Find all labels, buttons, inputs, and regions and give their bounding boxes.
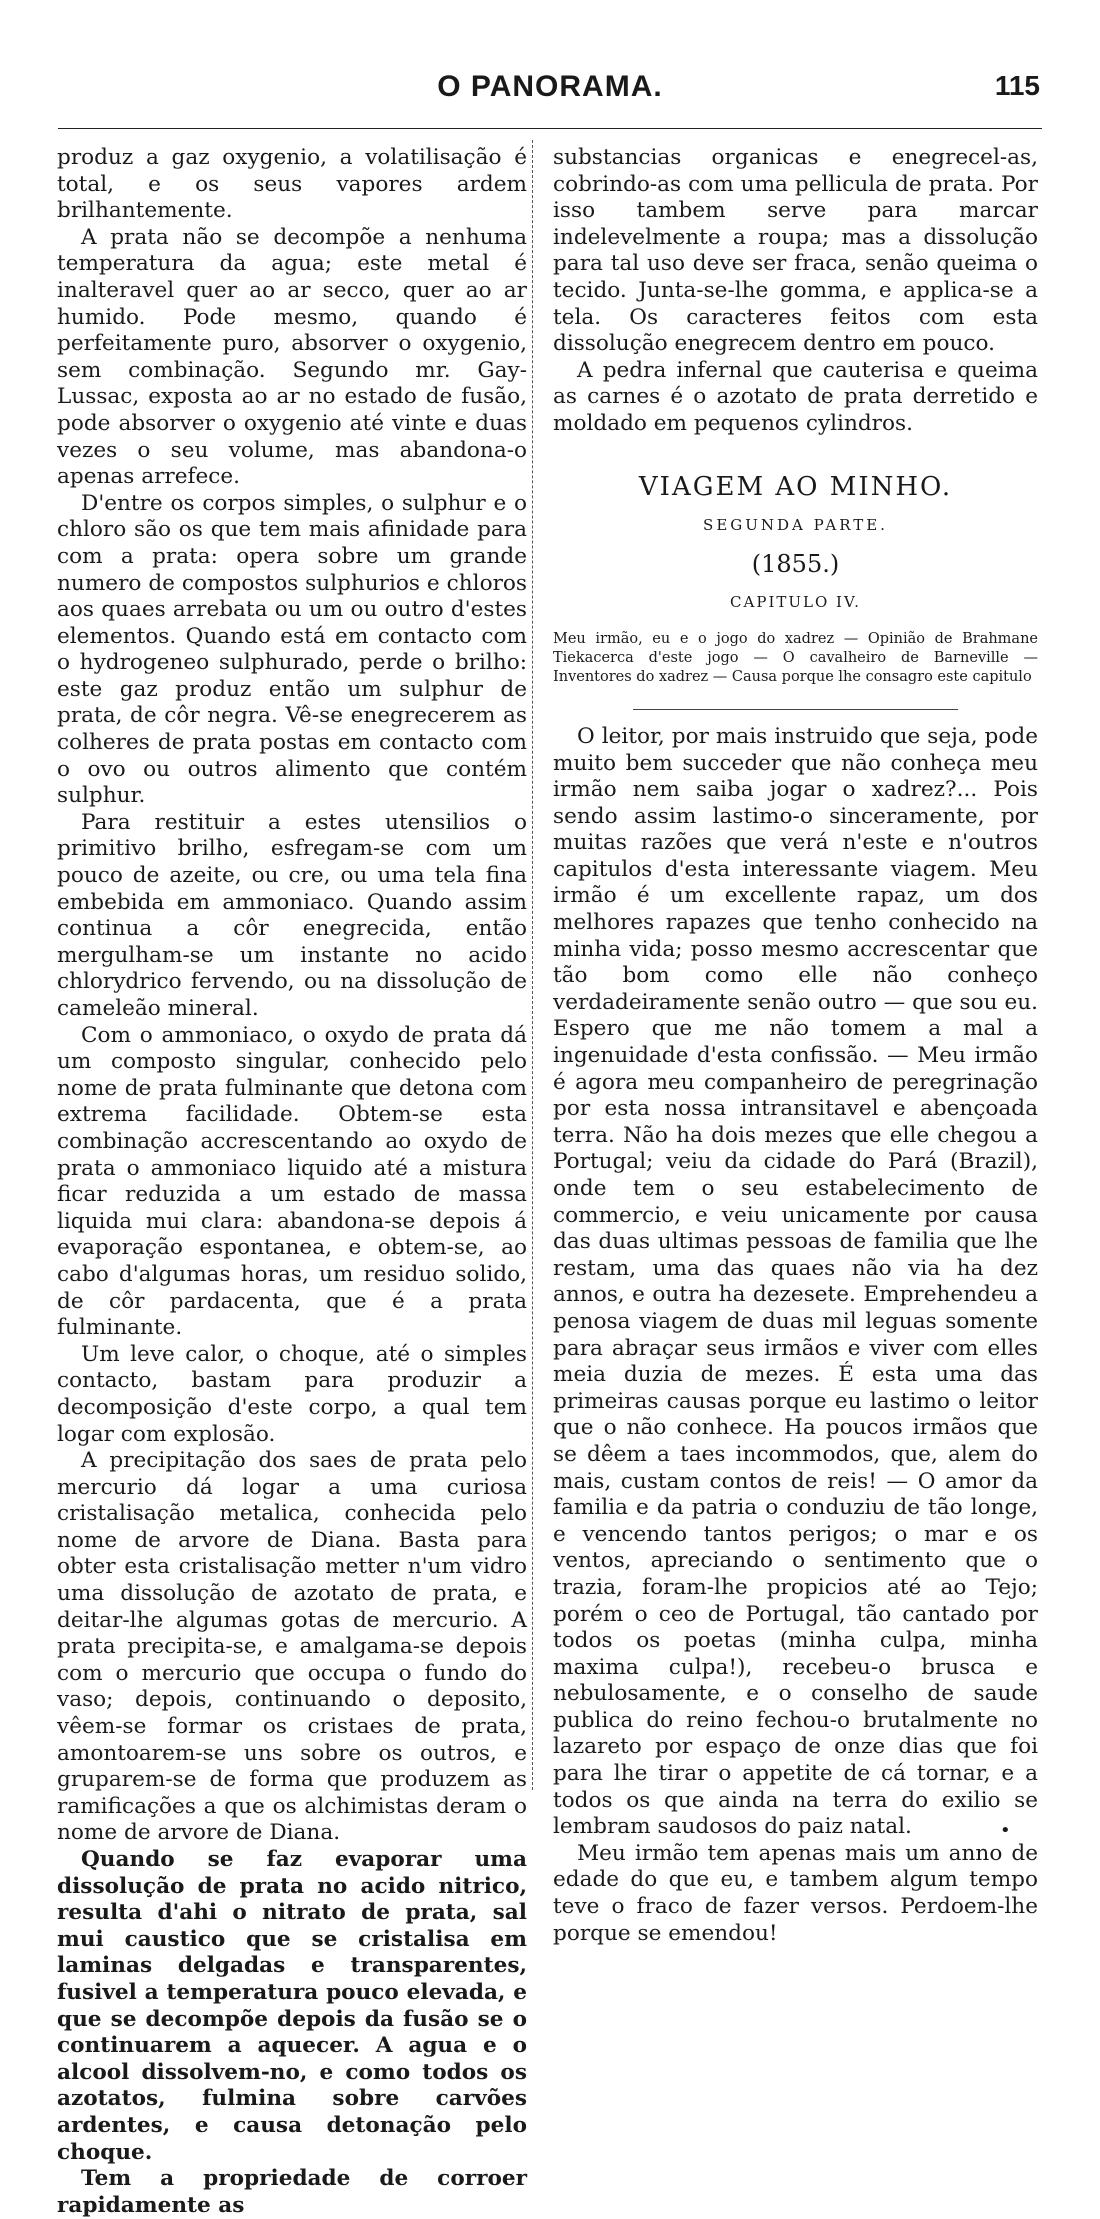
page-header — [60, 70, 1040, 120]
article-part: SEGUNDA PARTE. — [703, 516, 888, 535]
summary-rule — [633, 709, 958, 710]
page-title: O PANORAMA. — [437, 70, 663, 103]
paragraph: produz a gaz oxygenio, a volatilisação é total, e os seus vapores ardem brilhantemente. — [57, 145, 527, 224]
paragraph: Para restituir a estes utensilios o primitivo brilho, esfregam-se com um pouco de azeite, ou cre, ou uma tela fina embebida em ammoniaco. Quando assim continua a côr enegrecida, então mergulham-se um instante no acido chlorydrico fervendo, ou na dissolução de cameleão mineral. — [57, 809, 527, 1021]
article-title: VIAGEM AO MINHO. — [638, 471, 953, 502]
paragraph: D'entre os corpos simples, o sulphur e o chloro são os que tem mais afinidade para com a prata: opera sobre um grande numero de compostos sulphurios e chloros aos quaes arrebata ou um ou outro d'estes elementos. Quando está em contacto com o hydrogeneo sulphurado, perde o brilho: este gaz produz então um sulphur de prata, de côr negra. Vê-se enegrecerem as colheres de prata postas em contacto com o ovo ou outros alimento que contém sulphur. — [57, 490, 527, 809]
paragraph: Tem a propriedade de corroer rapidamente as — [57, 2166, 527, 2218]
right-column-body — [553, 724, 1038, 1947]
paragraph: Com o ammoniaco, o oxydo de prata dá um composto singular, conhecido pelo nome de prata fulminante que detona com extrema facilidade. Obtem-se esta combinação accrescentando ao oxydo de prata o ammoniaco liquido até a mistura ficar reduzida a um estado de massa liquida mui clara: abandona-se depois á evaporação espontanea, e obtem-se, ao cabo d'algumas horas, um residuo solido, de côr pardacenta, que é a prata fulminante. — [57, 1022, 527, 1341]
right-column — [553, 145, 1038, 1947]
page-number: 115 — [994, 70, 1040, 101]
paragraph: A precipitação dos saes de prata pelo mercurio dá logar a uma curiosa cristalisação metalica, conhecida pelo nome de arvore de Diana. Basta para obter esta cristalisação metter n'um vidro uma dissolução de azotato de prata, e deitar-lhe algumas gotas de mercurio. A prata precipita-se, e amalgama-se depois com o mercurio que occupa o fundo do vaso; depois, continuando o deposito, vêem-se formar os cristaes de prata, amontoarem-se uns sobre os outros, e gruparem-se de forma que produzem as ramificações a que os alchimistas deram o nome de arvore de Diana. — [57, 1448, 527, 1846]
paragraph: O leitor, por mais instruido que seja, pode muito bem succeder que não conheça meu irmão nem saiba jogar o xadrez?... Pois sendo assim lastimo-o sinceramente, por muitas razões que verá n'este e n'outros capitulos d'esta interessante viagem. Meu irmão é um excellente rapaz, um dos melhores rapazes que tenho conhecido na minha vida; posso mesmo accrescentar que tão bom como elle não conheço verdadeiramente senão outro — que sou eu. Espero que me não tomem a mal a ingenuidade d'esta confissão. — Meu irmão é agora meu companheiro de peregrinação por esta nossa intransitavel e abençoada terra. Não ha dois mezes que elle chegou a Portugal; veiu da cidade do Pará (Brazil), onde tem o seu estabelecimento de commercio, e veiu unicamente por causa das duas ultimas pessoas de familia que lhe restam, uma das quaes não via ha dez annos, e outra ha dezesete. Emprehendeu a penosa viagem de duas mil leguas somente para abraçar seus irmãos e viver com elles meia duzia de mezes. É esta uma das primeiras causas porque eu lastimo o leitor que o não conhece. Ha poucos irmãos que se dêem a taes incommodos, que, alem do mais, custam contos de reis! — O amor da familia e da patria o conduziu de tão longe, e vencendo tantos perigos; o mar e os ventos, apreciando o sentimento que o trazia, foram-lhe propicios até ao Tejo; porém o ceo de Portugal, tão cantado por todos os poetas (minha culpa, minha maxima culpa!), recebeu-o brusca e nebulosamente, e o conselho de saude publica do reino fechou-o brutalmente no lazareto por espaço de onze dias que foi para lhe tirar o appetite de cá tornar, e a todos os que ainda na terra do exilio se lembram saudosos do paiz natal. — [553, 723, 1038, 1840]
paragraph: substancias organicas e enegrecel-as, cobrindo-as com uma pellicula de prata. Por isso tambem serve para marcar indelevelmente a roupa; mas a dissolução para tal uso deve ser fraca, senão queima o tecido. Junta-se-lhe gomma, e applica-se a tela. Os caracteres feitos com esta dissolução enegrecem dentro em pouco. — [553, 145, 1038, 357]
left-column — [57, 145, 527, 2219]
chapter-heading: CAPITULO IV. — [730, 593, 861, 612]
paragraph: Um leve calor, o choque, até o simples contacto, bastam para produzir a decomposição d'este corpo, a qual tem logar com explosão. — [57, 1341, 527, 1447]
column-divider — [532, 140, 533, 1790]
paragraph: Quando se faz evaporar uma dissolução de prata no acido nitrico, resulta d'ahi o nitrato de prata, sal mui caustico que se cristalisa em laminas delgadas e transparentes, fusivel a temperatura pouco elevada, e que se decompõe depois da fusão se o continuarem a aquecer. A agua e o alcool dissolvem-no, e como todos os azotatos, fulmina sobre carvões ardentes, e causa detonação pelo choque. — [57, 1847, 527, 2165]
article-year: (1855.) — [751, 549, 840, 578]
right-column-top — [553, 145, 1038, 438]
header-rule — [58, 128, 1042, 129]
paragraph: A pedra infernal que cauterisa e queima as carnes é o azotato de prata derretido e moldado em pequenos cylindros. — [553, 357, 1038, 436]
end-mark: • — [1000, 1820, 1011, 1841]
paragraph: Meu irmão tem apenas mais um anno de edade do que eu, e tambem algum tempo teve o fraco de fazer versos. Perdoem-lhe porque se emendou! — [553, 1840, 1038, 1946]
chapter-summary: Meu irmão, eu e o jogo do xadrez — Opinião de Brahmane Tiekacerca d'este jogo — O cavalheiro de Barneville — Inventores do xadrez — Causa porque lhe consagro este capitulo — [553, 630, 1038, 685]
paragraph: A prata não se decompõe a nenhuma temperatura da agua; este metal é inalteravel quer ao ar secco, quer ao ar humido. Pode mesmo, quando é perfeitamente puro, absorver o oxygenio, sem combinação. Segundo mr. Gay-Lussac, exposta ao ar no estado de fusão, pode absorver o oxygenio até vinte e duas vezes o seu volume, mas abandona-o apenas arrefece. — [57, 224, 527, 490]
